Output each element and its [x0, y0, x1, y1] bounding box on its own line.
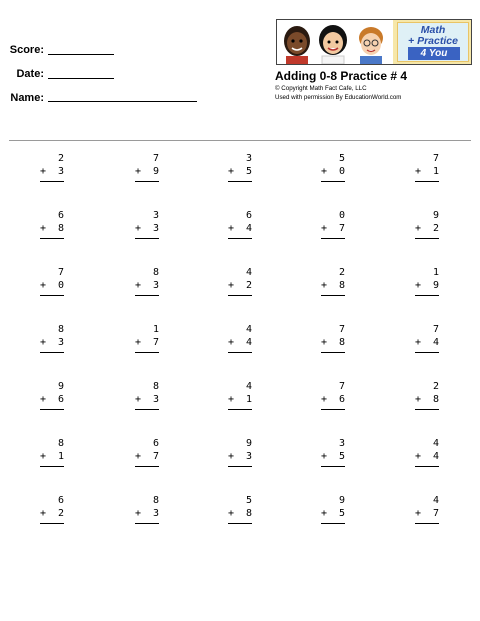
answer-line[interactable]: [135, 295, 159, 296]
plus-sign: +: [321, 280, 328, 291]
addend-top: 7: [338, 324, 345, 335]
plus-sign: +: [415, 166, 422, 177]
plus-sign: +: [40, 508, 47, 519]
addend-top: 7: [432, 153, 439, 164]
addition-problem: [415, 324, 439, 366]
addend-top: 1: [152, 324, 159, 335]
plus-sign: +: [135, 166, 142, 177]
permission-text: Used with permission By EducationWorld.com: [275, 94, 402, 101]
answer-line[interactable]: [135, 352, 159, 353]
addend-top: 6: [152, 438, 159, 449]
addend-top: 9: [57, 381, 64, 392]
plus-sign: +: [228, 337, 235, 348]
addition-problem: [135, 438, 159, 480]
addend-top: 9: [432, 210, 439, 221]
addend-top: 6: [57, 495, 64, 506]
name-label: Name:: [10, 92, 44, 104]
addend-bottom: 4: [245, 337, 252, 348]
plus-sign: +: [228, 166, 235, 177]
answer-line[interactable]: [321, 181, 345, 182]
answer-line[interactable]: [415, 181, 439, 182]
badge-line-math: Math: [420, 24, 446, 36]
addend-bottom: 7: [432, 508, 439, 519]
addend-top: 6: [57, 210, 64, 221]
addend-top: 7: [432, 324, 439, 335]
addend-top: 4: [432, 438, 439, 449]
addition-problem: [415, 438, 439, 480]
answer-line[interactable]: [40, 523, 64, 524]
plus-sign: +: [228, 223, 235, 234]
addend-top: 8: [57, 324, 64, 335]
addend-bottom: 8: [338, 280, 345, 291]
addend-bottom: 7: [152, 337, 159, 348]
addition-problem: [228, 324, 252, 366]
badge-line-4you: 4 You: [408, 47, 460, 60]
addend-top: 4: [245, 324, 252, 335]
plus-sign: +: [135, 394, 142, 405]
addend-bottom: 0: [57, 280, 64, 291]
answer-line[interactable]: [321, 295, 345, 296]
addend-top: 8: [57, 438, 64, 449]
addend-top: 3: [245, 153, 252, 164]
plus-sign: +: [415, 394, 422, 405]
addend-top: 5: [245, 495, 252, 506]
answer-line[interactable]: [40, 409, 64, 410]
addend-bottom: 4: [432, 337, 439, 348]
addend-top: 5: [338, 153, 345, 164]
addend-top: 0: [338, 210, 345, 221]
addend-bottom: 2: [432, 223, 439, 234]
addend-bottom: 3: [245, 451, 252, 462]
addition-problem: [135, 495, 159, 537]
addend-top: 9: [338, 495, 345, 506]
addend-top: 2: [57, 153, 64, 164]
addend-bottom: 8: [338, 337, 345, 348]
plus-sign: +: [415, 337, 422, 348]
answer-line[interactable]: [40, 466, 64, 467]
addition-problem: [40, 267, 64, 309]
worksheet-title: Adding 0-8 Practice # 4: [275, 69, 408, 83]
plus-sign: +: [228, 451, 235, 462]
plus-sign: +: [40, 337, 47, 348]
answer-line[interactable]: [228, 295, 252, 296]
answer-line[interactable]: [135, 523, 159, 524]
answer-line[interactable]: [40, 181, 64, 182]
addend-top: 9: [245, 438, 252, 449]
answer-line[interactable]: [40, 238, 64, 239]
plus-sign: +: [135, 451, 142, 462]
addend-bottom: 7: [338, 223, 345, 234]
addend-top: 6: [245, 210, 252, 221]
answer-line[interactable]: [415, 523, 439, 524]
addend-bottom: 8: [245, 508, 252, 519]
addition-problem: [40, 495, 64, 537]
addend-top: 2: [338, 267, 345, 278]
addend-top: 3: [338, 438, 345, 449]
plus-sign: +: [321, 394, 328, 405]
plus-sign: +: [40, 280, 47, 291]
addition-problem: [321, 495, 345, 537]
answer-line[interactable]: [40, 352, 64, 353]
addend-bottom: 3: [57, 166, 64, 177]
addend-bottom: 3: [152, 280, 159, 291]
plus-sign: +: [40, 394, 47, 405]
addend-bottom: 4: [245, 223, 252, 234]
answer-line[interactable]: [135, 181, 159, 182]
addition-problem: [321, 381, 345, 423]
date-label: Date:: [16, 68, 44, 80]
addend-bottom: 3: [57, 337, 64, 348]
addend-top: 7: [57, 267, 64, 278]
answer-line[interactable]: [228, 523, 252, 524]
answer-line[interactable]: [135, 466, 159, 467]
plus-sign: +: [228, 508, 235, 519]
answer-line[interactable]: [321, 238, 345, 239]
addend-top: 4: [245, 381, 252, 392]
addition-problem: [321, 438, 345, 480]
plus-sign: +: [135, 508, 142, 519]
plus-sign: +: [135, 223, 142, 234]
addition-problem: [228, 438, 252, 480]
addition-problem: [135, 324, 159, 366]
addend-bottom: 4: [432, 451, 439, 462]
addition-problem: [228, 381, 252, 423]
addition-problem: [415, 210, 439, 252]
answer-line[interactable]: [228, 409, 252, 410]
addend-bottom: 5: [338, 508, 345, 519]
addend-bottom: 9: [432, 280, 439, 291]
addend-bottom: 6: [57, 394, 64, 405]
addend-bottom: 2: [57, 508, 64, 519]
answer-line[interactable]: [40, 295, 64, 296]
score-label: Score:: [9, 44, 44, 56]
addend-top: 8: [152, 495, 159, 506]
answer-line[interactable]: [415, 295, 439, 296]
addend-bottom: 3: [152, 394, 159, 405]
plus-sign: +: [40, 451, 47, 462]
addition-problem: [228, 267, 252, 309]
addition-problem: [228, 495, 252, 537]
plus-sign: +: [415, 451, 422, 462]
addend-bottom: 9: [152, 166, 159, 177]
plus-sign: +: [415, 508, 422, 519]
addend-bottom: 8: [57, 223, 64, 234]
plus-sign: +: [40, 166, 47, 177]
addend-top: 7: [338, 381, 345, 392]
addend-top: 4: [432, 495, 439, 506]
addend-bottom: 1: [432, 166, 439, 177]
addition-problem: [415, 495, 439, 537]
addition-problem: [40, 153, 64, 195]
answer-line[interactable]: [228, 238, 252, 239]
addend-top: 3: [152, 210, 159, 221]
addition-problem: [415, 153, 439, 195]
answer-line[interactable]: [415, 466, 439, 467]
plus-sign: +: [415, 223, 422, 234]
copyright-text: © Copyright Math Fact Cafe, LLC: [275, 85, 367, 92]
plus-sign: +: [40, 223, 47, 234]
addend-bottom: 5: [338, 451, 345, 462]
addend-bottom: 8: [432, 394, 439, 405]
addend-bottom: 5: [245, 166, 252, 177]
addition-problem: [321, 267, 345, 309]
addend-top: 8: [152, 267, 159, 278]
answer-line[interactable]: [321, 523, 345, 524]
addition-problem: [415, 381, 439, 423]
addend-top: 4: [245, 267, 252, 278]
addition-problem: [40, 438, 64, 480]
addend-top: 1: [432, 267, 439, 278]
addition-problem: [40, 210, 64, 252]
answer-line[interactable]: [321, 466, 345, 467]
plus-sign: +: [135, 280, 142, 291]
addend-bottom: 3: [152, 223, 159, 234]
addend-bottom: 1: [245, 394, 252, 405]
addition-problem: [40, 381, 64, 423]
addition-problem: [135, 153, 159, 195]
addition-problem: [321, 153, 345, 195]
addition-problem: [228, 210, 252, 252]
addend-top: 2: [432, 381, 439, 392]
plus-sign: +: [415, 280, 422, 291]
addend-bottom: 6: [338, 394, 345, 405]
plus-sign: +: [321, 223, 328, 234]
plus-sign: +: [135, 337, 142, 348]
addend-bottom: 0: [338, 166, 345, 177]
addend-top: 7: [152, 153, 159, 164]
plus-sign: +: [321, 166, 328, 177]
answer-line[interactable]: [228, 466, 252, 467]
addend-bottom: 2: [245, 280, 252, 291]
addition-problem: [415, 267, 439, 309]
plus-sign: +: [321, 508, 328, 519]
addend-bottom: 7: [152, 451, 159, 462]
answer-line[interactable]: [135, 238, 159, 239]
plus-sign: +: [228, 280, 235, 291]
plus-sign: +: [321, 337, 328, 348]
addend-bottom: 1: [57, 451, 64, 462]
answer-line[interactable]: [228, 352, 252, 353]
addend-bottom: 3: [152, 508, 159, 519]
addend-top: 8: [152, 381, 159, 392]
answer-line[interactable]: [228, 181, 252, 182]
addition-problem: [321, 324, 345, 366]
plus-sign: +: [228, 394, 235, 405]
addition-problem: [321, 210, 345, 252]
answer-line[interactable]: [415, 238, 439, 239]
addition-problem: [135, 381, 159, 423]
answer-line[interactable]: [135, 409, 159, 410]
addition-problem: [135, 267, 159, 309]
addition-problem: [228, 153, 252, 195]
badge-line-practice: + Practice: [408, 35, 458, 47]
answer-line[interactable]: [415, 409, 439, 410]
plus-sign: +: [321, 451, 328, 462]
answer-line[interactable]: [321, 352, 345, 353]
addition-problem: [40, 324, 64, 366]
answer-line[interactable]: [415, 352, 439, 353]
answer-line[interactable]: [321, 409, 345, 410]
addition-problem: [135, 210, 159, 252]
